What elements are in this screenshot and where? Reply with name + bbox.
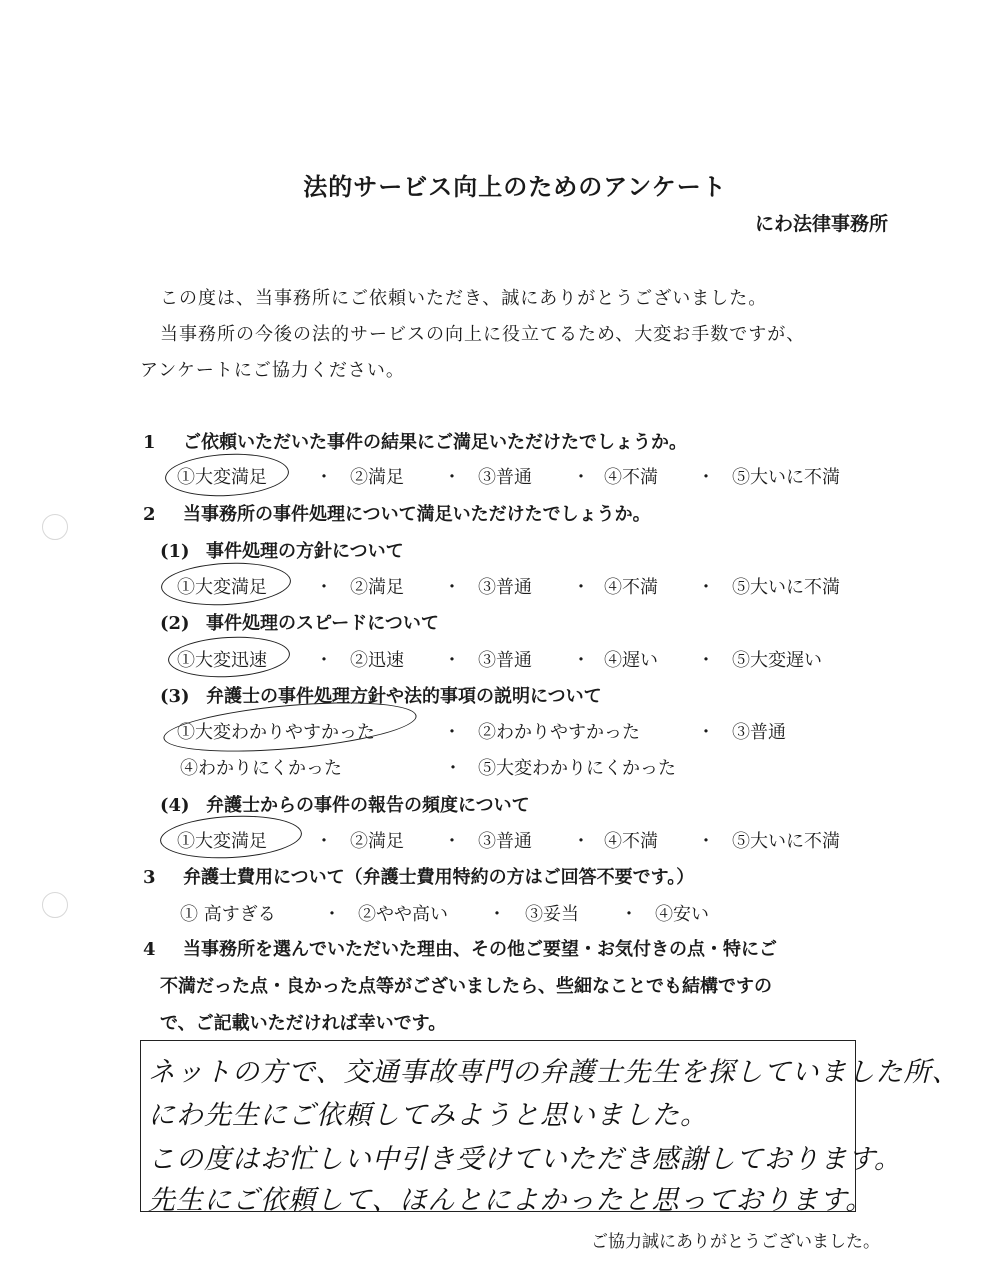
separator: ・ [323,904,341,925]
question-text: 弁護士費用について（弁護士費用特約の方はご回答不要です。） [183,867,695,888]
separator: ・ [572,650,590,671]
sub-question-number: (1) [160,541,190,562]
handwritten-answer-line: この度はお忙しい中引き受けていただき感謝しております。 [148,1144,902,1175]
selection-circle [167,634,291,680]
separator: ・ [315,650,333,671]
option-satisfied[interactable]: ②満足 [350,467,404,488]
option-very-dissatisfied[interactable]: ⑤大いに不満 [732,577,840,598]
option-very-satisfied[interactable]: ①大変満足 [177,831,267,852]
intro-line: アンケートにご協力ください。 [140,360,405,381]
separator: ・ [488,904,506,925]
separator: ・ [315,831,333,852]
option-very-dissatisfied[interactable]: ⑤大いに不満 [732,467,840,488]
separator: ・ [315,467,333,488]
page-title: 法的サービス向上のためのアンケート [303,172,727,201]
question-4-line: で、ご記載いただければ幸いです。 [160,1013,447,1034]
separator: ・ [697,831,715,852]
handwritten-answer-line: にわ先生にご依頼してみようと思いました。 [148,1100,708,1131]
option-very-dissatisfied[interactable]: ⑤大いに不満 [732,831,840,852]
option-neutral[interactable]: ③普通 [478,467,532,488]
sub-question-number: (2) [160,613,190,634]
separator: ・ [697,722,715,743]
selection-circle [160,560,292,609]
question-1 [143,428,687,454]
handwritten-answer-line: 先生にご依頼して、ほんとによかったと思っております。 [148,1185,874,1216]
option-cheap[interactable]: ④安い [655,904,709,925]
option-fast[interactable]: ②迅速 [350,650,404,671]
option-too-expensive[interactable]: ① 高すぎる [180,904,276,925]
punch-hole [42,892,68,918]
question-3 [143,863,694,889]
closing-message: ご協力誠にありがとうございました。 [591,1232,880,1252]
intro-line: この度は、当事務所にご依頼いただき、誠にありがとうございました。 [160,288,768,309]
separator: ・ [697,650,715,671]
option-very-fast[interactable]: ①大変迅速 [177,650,267,671]
option-unclear[interactable]: ④わかりにくかった [180,758,342,779]
question-4-line: 不満だった点・良かった点等がございましたら、些細なことでも結構ですの [160,976,772,997]
question-2 [143,500,651,526]
option-very-slow[interactable]: ⑤大変遅い [732,650,822,671]
option-slow[interactable]: ④遅い [604,650,658,671]
option-dissatisfied[interactable]: ④不満 [604,467,658,488]
punch-hole [42,514,68,540]
separator: ・ [572,577,590,598]
separator: ・ [443,577,461,598]
option-neutral[interactable]: ③普通 [478,577,532,598]
sub-question-1 [160,537,404,563]
option-very-satisfied[interactable]: ①大変満足 [177,577,267,598]
separator: ・ [572,831,590,852]
separator: ・ [697,467,715,488]
option-slightly-expensive[interactable]: ②やや高い [358,904,448,925]
sub-question-text: 事件処理のスピードについて [206,613,439,634]
separator: ・ [620,904,638,925]
option-dissatisfied[interactable]: ④不満 [604,577,658,598]
separator: ・ [443,831,461,852]
question-number: 1 [143,432,156,453]
separator: ・ [697,577,715,598]
question-text: ご依頼いただいた事件の結果にご満足いただけたでしょうか。 [183,432,687,453]
question-text: 当事務所を選んでいただいた理由、その他ご要望・お気付きの点・特にご [183,939,777,960]
option-neutral[interactable]: ③普通 [478,650,532,671]
organization-name: にわ法律事務所 [754,213,888,235]
question-number: 3 [143,867,156,888]
separator: ・ [443,467,461,488]
option-clear[interactable]: ②わかりやすかった [478,722,640,743]
option-neutral[interactable]: ③普通 [732,722,786,743]
separator: ・ [315,577,333,598]
separator: ・ [443,650,461,671]
sub-question-text: 弁護士からの事件の報告の頻度について [206,795,530,816]
question-4 [143,935,777,961]
option-very-satisfied[interactable]: ①大変満足 [177,467,267,488]
separator: ・ [572,467,590,488]
sub-question-number: (4) [160,795,190,816]
option-very-unclear[interactable]: ⑤大変わかりにくかった [478,758,676,779]
sub-question-number: (3) [160,686,190,707]
option-satisfied[interactable]: ②満足 [350,577,404,598]
sub-question-4 [160,791,530,817]
selection-circle [159,812,303,861]
intro-line: 当事務所の今後の法的サービスの向上に役立てるため、大変お手数ですが、 [160,324,806,345]
option-neutral[interactable]: ③普通 [478,831,532,852]
sub-question-text: 弁護士の事件処理方針や法的事項の説明について [206,686,602,707]
sub-question-2 [160,609,439,635]
separator: ・ [443,722,461,743]
selection-circle [164,451,290,499]
option-reasonable[interactable]: ③妥当 [525,904,579,925]
separator: ・ [444,758,462,779]
sub-question-text: 事件処理の方針について [206,541,404,562]
option-dissatisfied[interactable]: ④不満 [604,831,658,852]
option-very-clear[interactable]: ①大変わかりやすかった [177,722,375,743]
question-number: 4 [143,939,156,960]
handwritten-answer-line: ネットの方で、交通事故専門の弁護士先生を探していました所、 [148,1057,960,1088]
question-number: 2 [143,504,156,525]
option-satisfied[interactable]: ②満足 [350,831,404,852]
question-text: 当事務所の事件処理について満足いただけたでしょうか。 [183,504,651,525]
